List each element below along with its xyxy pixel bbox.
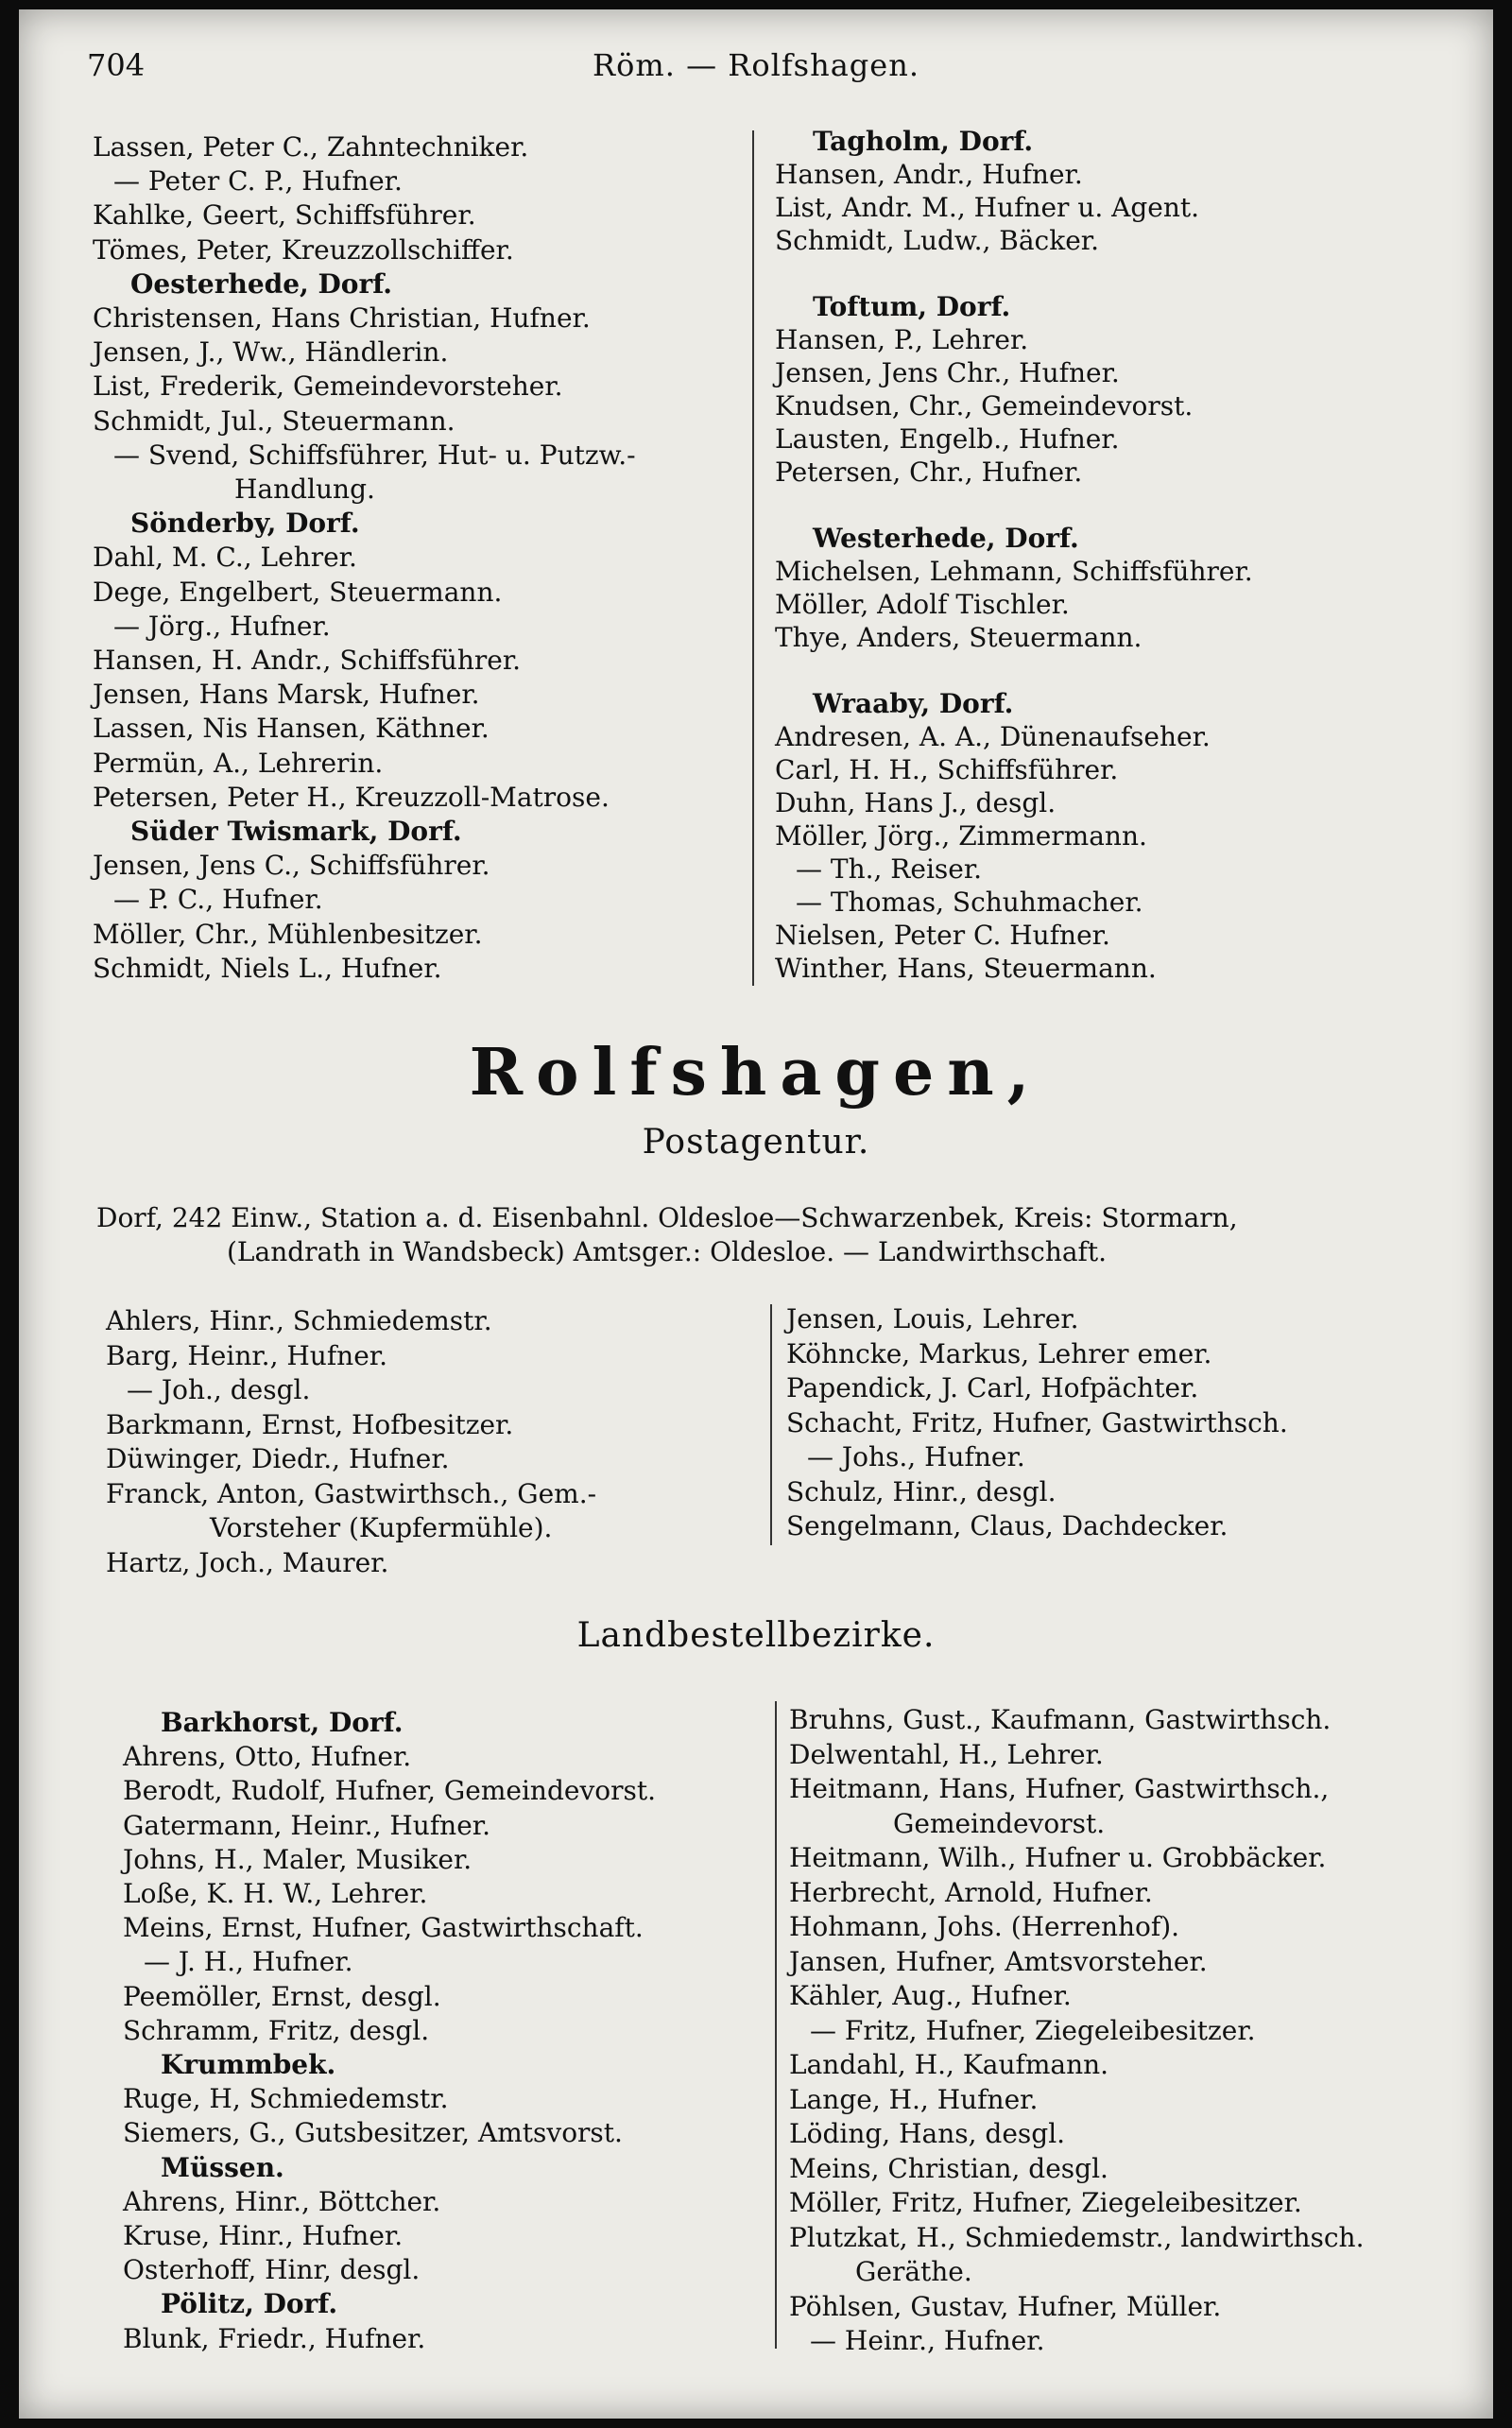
directory-entry: Hartz, Joch., Maurer. (106, 1546, 389, 1578)
directory-entry: Jensen, Louis, Lehrer. (786, 1303, 1079, 1335)
locality-heading: Müssen. (161, 2151, 284, 2183)
directory-entry: Ahlers, Hinr., Schmiedemstr. (106, 1305, 492, 1336)
directory-entry: Michelsen, Lehmann, Schiffsführer. (775, 556, 1253, 587)
directory-entry: Löding, Hans, desgl. (789, 2118, 1066, 2149)
directory-entry: Johns, H., Maler, Musiker. (123, 1843, 472, 1875)
directory-entry: Gatermann, Heinr., Hufner. (123, 1809, 490, 1841)
directory-entry: Düwinger, Diedr., Hufner. (106, 1443, 450, 1474)
column-divider (775, 1701, 777, 2349)
directory-entry: Ruge, H, Schmiedemstr. (123, 2083, 449, 2115)
directory-entry: Heitmann, Hans, Hufner, Gastwirthsch., (789, 1773, 1330, 1804)
directory-entry: Nielsen, Peter C. Hufner. (775, 920, 1110, 951)
directory-entry: Thye, Anders, Steuermann. (775, 622, 1143, 653)
directory-entry: List, Andr. M., Hufner u. Agent. (775, 192, 1200, 223)
directory-entry: Heitmann, Wilh., Hufner u. Grobbäcker. (789, 1842, 1327, 1873)
place-title: Rolfshagen, (469, 1035, 1043, 1111)
place-description-line-2: (Landrath in Wandsbeck) Amtsger.: Oldesloe. — Landwirthschaft. (227, 1236, 1108, 1267)
running-title: Röm. — Rolfshagen. (593, 47, 919, 83)
directory-entry: Christensen, Hans Christian, Hufner. (93, 302, 591, 334)
directory-entry: Barkmann, Ernst, Hofbesitzer. (106, 1408, 514, 1440)
directory-entry: Bruhns, Gust., Kaufmann, Gastwirthsch. (789, 1704, 1332, 1735)
directory-entry: Franck, Anton, Gastwirthsch., Gem.- (106, 1477, 597, 1509)
directory-entry: Geräthe. (855, 2256, 972, 2287)
locality-heading: Sönderby, Dorf. (130, 508, 360, 540)
directory-entry: Schmidt, Ludw., Bäcker. (775, 225, 1099, 256)
locality-heading: Toftum, Dorf. (813, 291, 1011, 322)
place-description-line-1: Dorf, 242 Einw., Station a. d. Eisenbahnl. Oldesloe—Schwarzenbek, Kreis: Stormarn, (96, 1202, 1238, 1233)
directory-entry: Hansen, P., Lehrer. (775, 324, 1029, 355)
directory-entry: — J. H., Hufner. (144, 1946, 353, 1978)
directory-entry: — Johs., Hufner. (807, 1441, 1025, 1472)
directory-entry: Carl, H. H., Schiffsführer. (775, 754, 1119, 785)
directory-entry: Möller, Fritz, Hufner, Ziegeleibesitzer. (789, 2187, 1302, 2218)
directory-entry: Hansen, H. Andr., Schiffsführer. (93, 645, 522, 676)
directory-entry: — Joh., desgl. (127, 1374, 311, 1405)
directory-entry: Blunk, Friedr., Hufner. (123, 2322, 426, 2354)
directory-entry: Schulz, Hinr., desgl. (786, 1475, 1057, 1507)
directory-entry: — Fritz, Hufner, Ziegeleibesitzer. (810, 2014, 1256, 2046)
directory-entry: Kahlke, Geert, Schiffsführer. (93, 199, 476, 232)
directory-entry: Jensen, Hans Marsk, Hufner. (93, 679, 480, 711)
directory-entry: Lange, H., Hufner. (789, 2083, 1039, 2115)
directory-entry: Plutzkat, H., Schmiedemstr., landwirthsch. (789, 2221, 1365, 2253)
directory-entry: Duhn, Hans J., desgl. (775, 787, 1057, 818)
directory-entry: Dahl, M. C., Lehrer. (93, 542, 357, 574)
directory-entry: — Svend, Schiffsführer, Hut- u. Putzw.- (113, 439, 636, 471)
directory-entry: Tömes, Peter, Kreuzzollschiffer. (93, 233, 514, 266)
directory-entry: — Jörg., Hufner. (113, 610, 331, 642)
directory-entry: Petersen, Peter H., Kreuzzoll-Matrose. (93, 781, 610, 813)
directory-entry: Möller, Chr., Mühlenbesitzer. (93, 918, 483, 950)
directory-entry: Schacht, Fritz, Hufner, Gastwirthsch. (786, 1406, 1288, 1438)
directory-entry: Schramm, Fritz, desgl. (123, 2014, 430, 2046)
directory-entry: Permün, A., Lehrerin. (93, 747, 384, 779)
directory-entry: Pöhlsen, Gustav, Hufner, Müller. (789, 2290, 1222, 2322)
section-heading: Landbestellbezirke. (576, 1616, 936, 1655)
directory-entry: Gemeindevorst. (893, 1807, 1106, 1839)
locality-heading: Barkhorst, Dorf. (161, 1707, 404, 1738)
directory-entry: Lausten, Engelb., Hufner. (775, 423, 1120, 455)
directory-entry: Loße, K. H. W., Lehrer. (123, 1878, 428, 1909)
directory-entry: Dege, Engelbert, Steuermann. (93, 576, 503, 608)
locality-heading: Westerhede, Dorf. (813, 523, 1079, 554)
directory-entry: Ahrens, Hinr., Böttcher. (123, 2185, 441, 2217)
directory-entry: Sengelmann, Claus, Dachdecker. (786, 1510, 1228, 1541)
locality-heading: Tagholm, Dorf. (813, 126, 1034, 157)
directory-entry: Möller, Jörg., Zimmermann. (775, 820, 1147, 852)
directory-entry: Hansen, Andr., Hufner. (775, 159, 1083, 190)
directory-entry: Petersen, Chr., Hufner. (775, 456, 1083, 488)
directory-entry: Meins, Ernst, Hufner, Gastwirthschaft. (123, 1912, 644, 1944)
directory-entry: Berodt, Rudolf, Hufner, Gemeindevorst. (123, 1775, 657, 1807)
directory-entry: Delwentahl, H., Lehrer. (789, 1738, 1104, 1770)
locality-heading: Wraaby, Dorf. (813, 688, 1014, 719)
directory-entry: Köhncke, Markus, Lehrer emer. (786, 1337, 1212, 1369)
directory-entry: Möller, Adolf Tischler. (775, 589, 1070, 620)
directory-entry: Vorsteher (Kupfermühle). (210, 1512, 553, 1543)
directory-entry: Jensen, J., Ww., Händlerin. (93, 336, 449, 369)
directory-entry: Winther, Hans, Steuermann. (775, 953, 1157, 984)
page-number: 704 (87, 47, 146, 83)
directory-entry: Papendick, J. Carl, Hofpächter. (786, 1372, 1199, 1403)
directory-entry: Kähler, Aug., Hufner. (789, 1980, 1072, 2011)
place-subtitle: Postagentur. (642, 1123, 870, 1162)
column-divider (770, 1304, 772, 1545)
directory-entry: List, Frederik, Gemeindevorsteher. (93, 370, 563, 403)
directory-entry: Schmidt, Niels L., Hufner. (93, 952, 442, 984)
locality-heading: Oesterhede, Dorf. (130, 267, 393, 300)
directory-entry: Jansen, Hufner, Amtsvorsteher. (789, 1945, 1208, 1977)
directory-entry: Barg, Heinr., Hufner. (106, 1339, 387, 1371)
directory-entry: Landahl, H., Kaufmann. (789, 2049, 1109, 2080)
directory-entry: — Heinr., Hufner. (810, 2325, 1045, 2356)
directory-entry: Knudsen, Chr., Gemeindevorst. (775, 390, 1194, 422)
directory-entry: Meins, Christian, desgl. (789, 2152, 1108, 2184)
directory-entry: Lassen, Peter C., Zahntechniker. (93, 131, 529, 163)
directory-entry: Peemöller, Ernst, desgl. (123, 1980, 441, 2012)
directory-entry: Herbrecht, Arnold, Hufner. (789, 1876, 1153, 1908)
directory-entry: Siemers, G., Gutsbesitzer, Amtsvorst. (123, 2117, 623, 2149)
directory-entry: Lassen, Nis Hansen, Käthner. (93, 713, 490, 745)
locality-heading: Süder Twismark, Dorf. (130, 816, 462, 847)
directory-entry: Kruse, Hinr., Hufner. (123, 2220, 404, 2251)
directory-entry: Schmidt, Jul., Steuermann. (93, 405, 455, 437)
directory-entry: Andresen, A. A., Dünenaufseher. (775, 721, 1211, 752)
directory-entry: — Peter C. P., Hufner. (113, 165, 403, 198)
locality-heading: Krummbek. (161, 2049, 336, 2080)
directory-entry: Jensen, Jens C., Schiffsführer. (93, 850, 490, 882)
directory-entry: Ahrens, Otto, Hufner. (123, 1741, 412, 1773)
directory-entry: Hohmann, Johs. (Herrenhof). (789, 1911, 1180, 1942)
directory-entry: — Thomas, Schuhmacher. (796, 887, 1143, 918)
directory-entry: Osterhoff, Hinr, desgl. (123, 2254, 421, 2286)
document-page (19, 9, 1493, 2419)
column-divider (752, 130, 754, 986)
directory-entry: — P. C., Hufner. (113, 884, 323, 916)
directory-entry: Handlung. (234, 474, 375, 505)
directory-entry: — Th., Reiser. (796, 853, 983, 885)
locality-heading: Pölitz, Dorf. (161, 2288, 338, 2320)
directory-entry: Jensen, Jens Chr., Hufner. (775, 357, 1120, 388)
